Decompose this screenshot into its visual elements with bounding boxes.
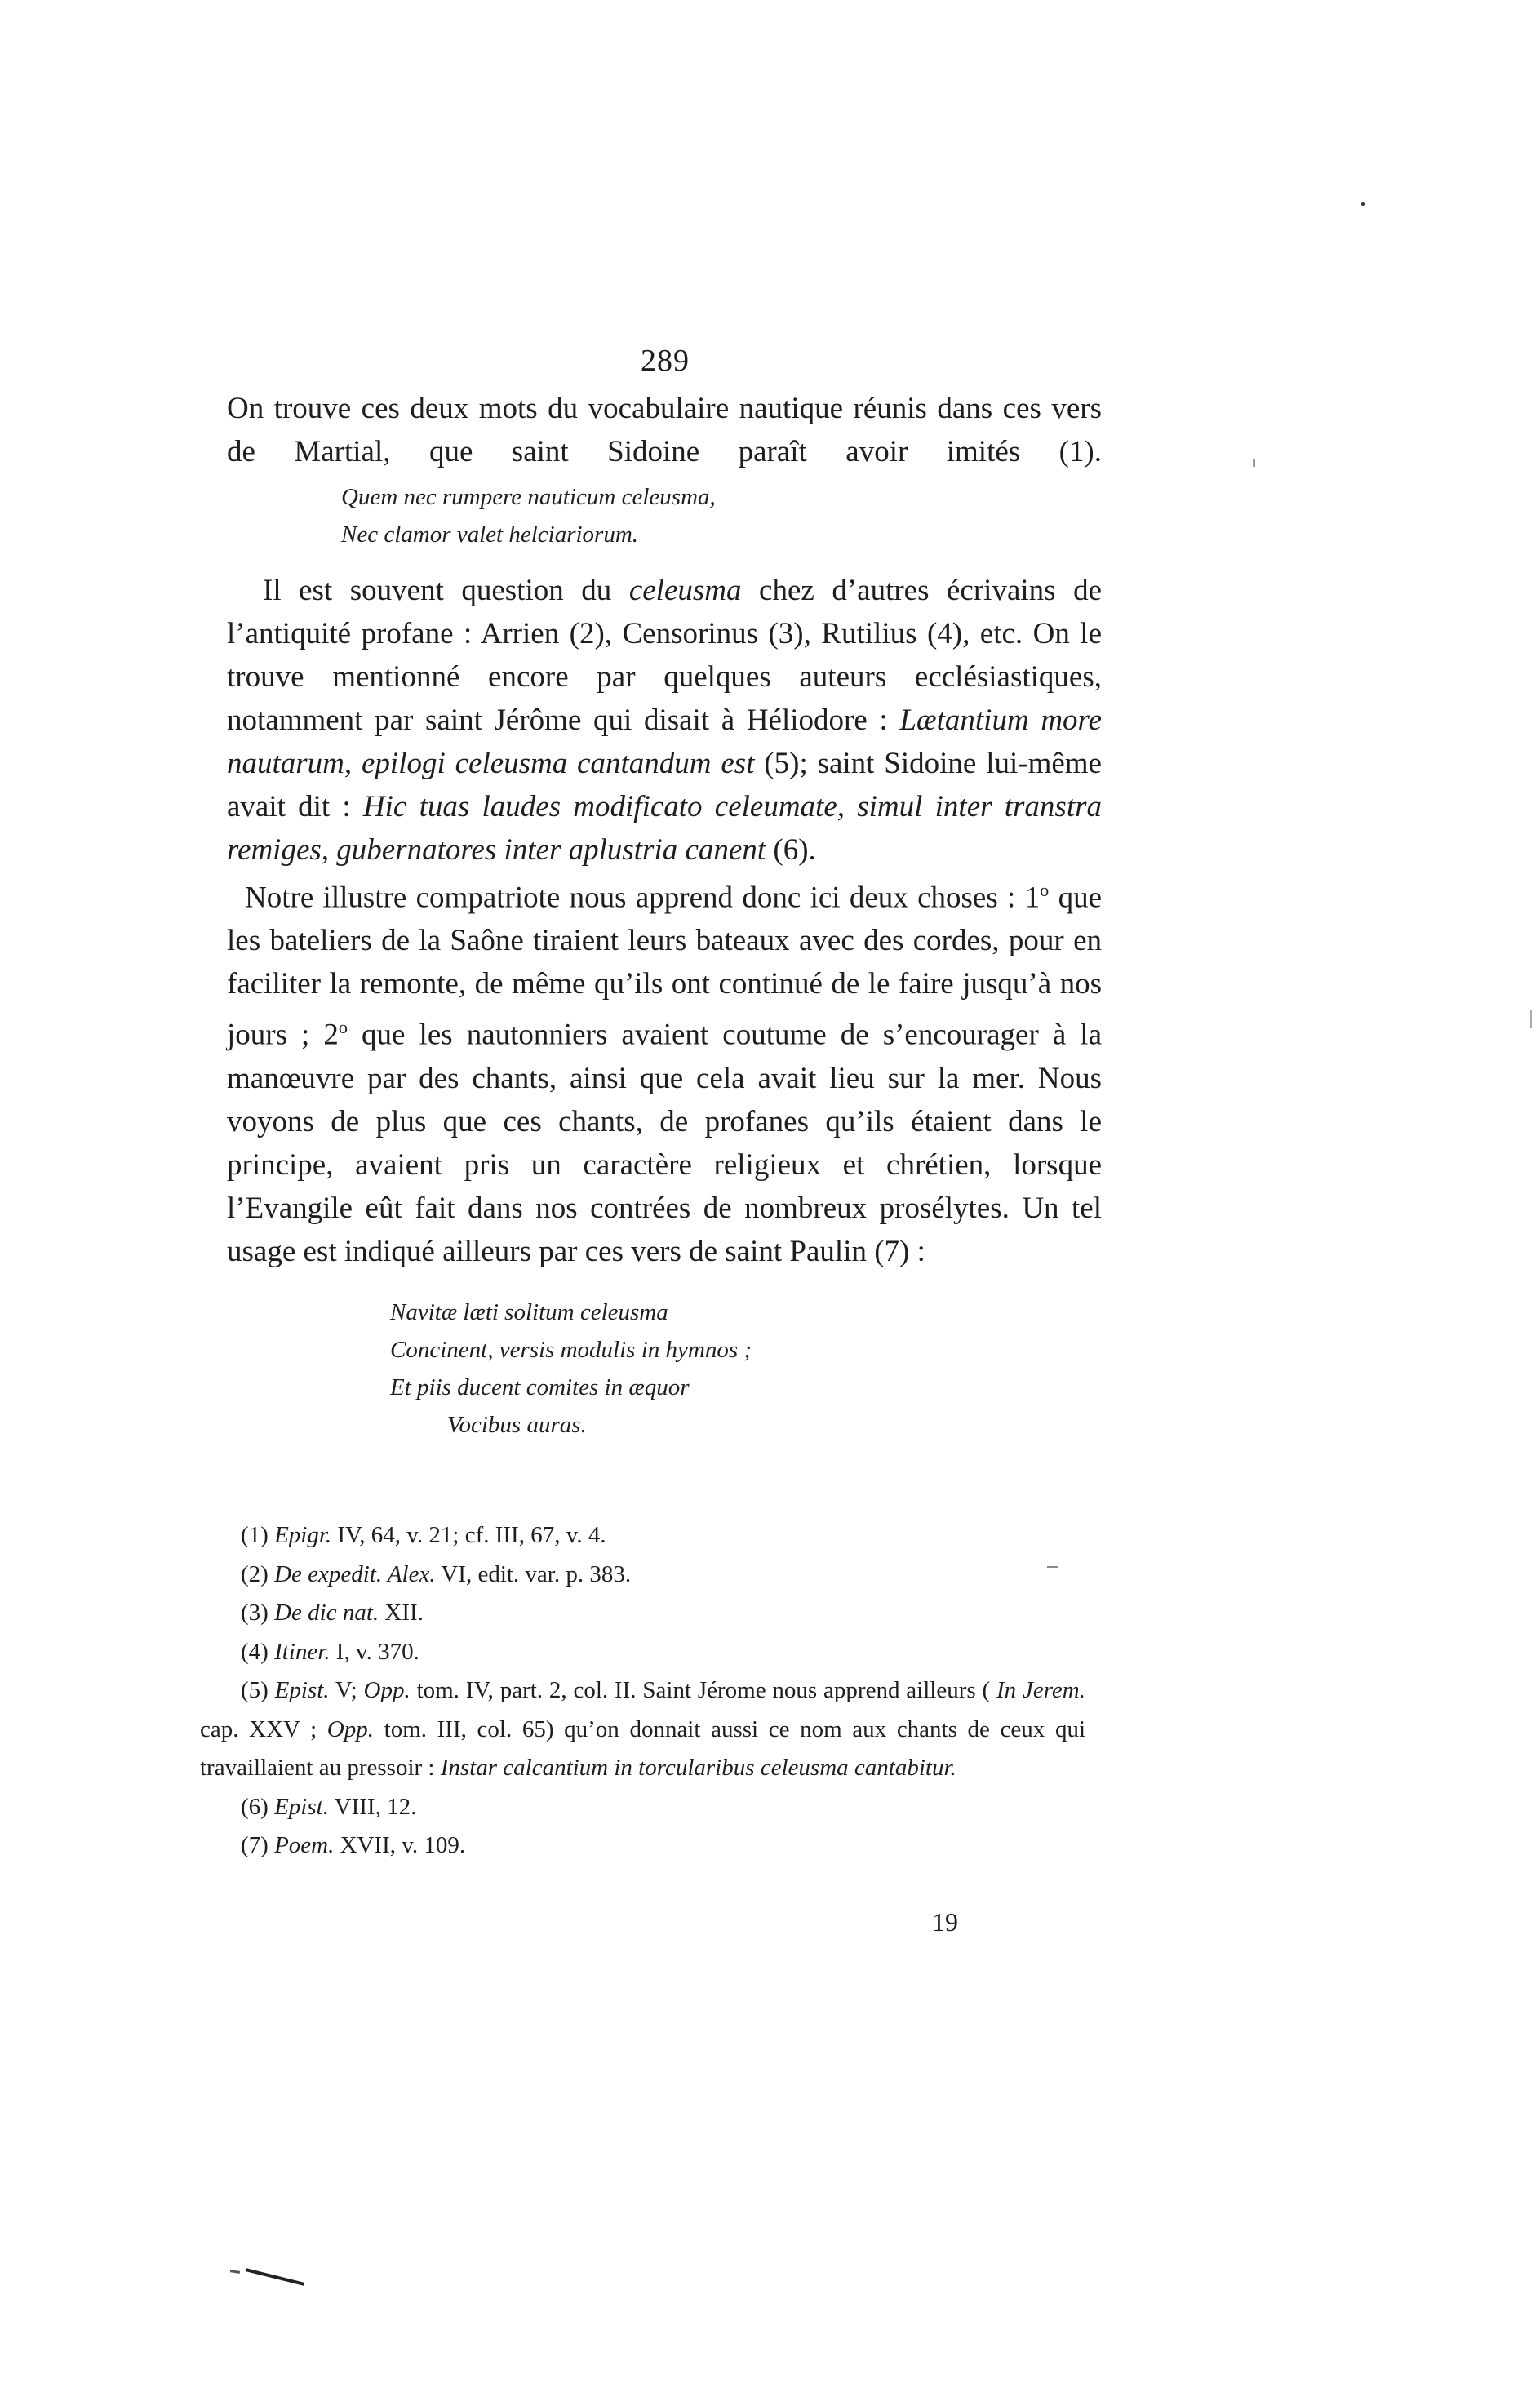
italic-text: Opp. — [326, 1715, 374, 1742]
page-number: 289 — [641, 344, 690, 378]
text-run: tom. IV, part. 2, col. II. Saint Jérome nous apprend ailleurs ( — [410, 1677, 996, 1703]
text-run: VI, edit. var. p. 383. — [435, 1560, 632, 1587]
speck-mark — [1253, 459, 1255, 467]
paragraph-2-text — [227, 569, 1102, 872]
text-run: (2) — [241, 1560, 275, 1587]
speck-mark — [1530, 1010, 1532, 1028]
paragraph-1 — [227, 387, 1102, 473]
italic-text: Lætantium more nautarum, epilogi celeusma cantandum est — [227, 703, 1102, 780]
italic-text: De expedit. Alex. — [274, 1560, 436, 1587]
verse-2-line-2: Concinent, versis modulis in hymnos ; — [390, 1337, 752, 1363]
paragraph-3-text — [227, 868, 1102, 1273]
text-run: que les nautonniers avaient coutume de s’encourager à la manœuvre par des chants, ainsi que cela avait lieu sur la mer. Nous voyons de plus que ces chants, de profanes qu’ils étaient dans le principe, avaient pris un caractère religieux et chrétien, lorsque l’Evangile eût fait dans nos contrées de nombreux prosélytes. Un tel usage est indiqué ailleurs par ces vers de saint Paulin (7) : — [227, 1018, 1103, 1268]
verse-2-line-1: Navitæ læti solitum celeusma — [390, 1299, 668, 1325]
text-run: On trouve ces deux mots du vocabulaire nautique réunis dans ces vers de Martial, que saint Sidoine paraît avoir imités (1). — [227, 392, 1102, 468]
footnote-4 — [200, 1633, 1085, 1672]
ordinal-superscript: o — [1040, 880, 1050, 900]
verse-2-line-4: Vocibus auras. — [447, 1412, 587, 1438]
paragraph-3 — [227, 868, 1102, 1273]
footnote-6 — [200, 1788, 1085, 1827]
text-run: (6) — [241, 1793, 275, 1820]
text-run: XVII, v. 109. — [334, 1832, 466, 1858]
text-run: chez d’autres écrivains de l’antiquité profane : Arrien (2), Censorinus (3), Rutilius (4), etc. On le trouve mentionné encore par quelques auteurs ecclésiastiques, notamment par saint Jérôme qui disait à Héliodore : — [227, 574, 1103, 737]
speck-mark — [1361, 202, 1365, 206]
text-run: Notre illustre compatriote nous apprend donc ici deux choses : 1 — [245, 881, 1041, 915]
italic-text: Itiner. — [274, 1638, 331, 1665]
verse-1-line-1: Quem nec rumpere nauticum celeusma, — [341, 484, 716, 510]
text-run: que les bateliers de la Saône tiraient leurs bateaux avec des cordes, pour en faciliter la remonte, de même qu’ils ont continué de le faire jusqu’à nos jours ; 2 — [227, 881, 1102, 1052]
ordinal-superscript: o — [338, 1017, 348, 1038]
verse-quotation-2 — [390, 1294, 752, 1444]
text-run: (7) — [241, 1832, 275, 1858]
paragraph-2 — [227, 569, 1102, 872]
text-run: (4) — [241, 1638, 275, 1665]
text-run: (1) — [241, 1522, 275, 1548]
italic-text: Epist. — [274, 1793, 329, 1820]
text-run: (6). — [766, 833, 816, 867]
verse-1-line-2: Nec clamor valet helciariorum. — [341, 521, 639, 548]
paragraph-1-text — [227, 387, 1102, 473]
footnote-5 — [200, 1671, 1085, 1788]
text-run: (5); saint Sidoine lui-même avait dit : — [227, 747, 1102, 823]
footnote-2 — [200, 1556, 1085, 1595]
text-run: cap. XXV ; — [200, 1715, 327, 1742]
text-run: V; — [329, 1677, 364, 1703]
smudge-mark — [230, 2270, 240, 2274]
italic-text: celeusma — [628, 574, 742, 607]
text-run: Il est souvent question du — [263, 574, 629, 607]
footnote-1 — [200, 1516, 1085, 1556]
italic-text: Epist. — [274, 1677, 330, 1703]
italic-text: Instar calcantium in torcularibus celeusma cantabitur. — [440, 1755, 956, 1781]
smudge-mark — [246, 2268, 305, 2286]
italic-text: Opp. — [363, 1677, 411, 1703]
italic-text: Poem. — [274, 1832, 335, 1858]
text-run: (3) — [241, 1600, 275, 1626]
italic-text: Hic tuas laudes modificato celeumate, simul inter transtra remiges, gubernatores inter aplustria canent — [227, 790, 1102, 867]
text-run: XII. — [379, 1600, 424, 1626]
verse-quotation-1 — [341, 478, 716, 553]
text-run: tom. III, col. 65) qu’on donnait aussi ce nom aux chants de ceux qui travaillaient au pressoir : — [200, 1715, 1086, 1781]
footnote-3 — [200, 1594, 1085, 1633]
text-run: I, v. 370. — [330, 1638, 419, 1665]
footnote-7 — [200, 1826, 1085, 1866]
text-run: (5) — [241, 1677, 275, 1703]
verse-2-line-3: Et piis ducent comites in æquor — [390, 1374, 690, 1400]
italic-text: De dic nat. — [274, 1600, 379, 1626]
sheet-signature: 19 — [932, 1907, 958, 1937]
text-run: VIII, 12. — [328, 1793, 417, 1820]
italic-text: Epigr. — [274, 1522, 332, 1548]
text-run: IV, 64, v. 21; cf. III, 67, v. 4. — [331, 1522, 606, 1548]
footnotes — [200, 1516, 1085, 1866]
italic-text: In Jerem. — [996, 1677, 1085, 1703]
speck-mark — [1047, 1566, 1058, 1568]
